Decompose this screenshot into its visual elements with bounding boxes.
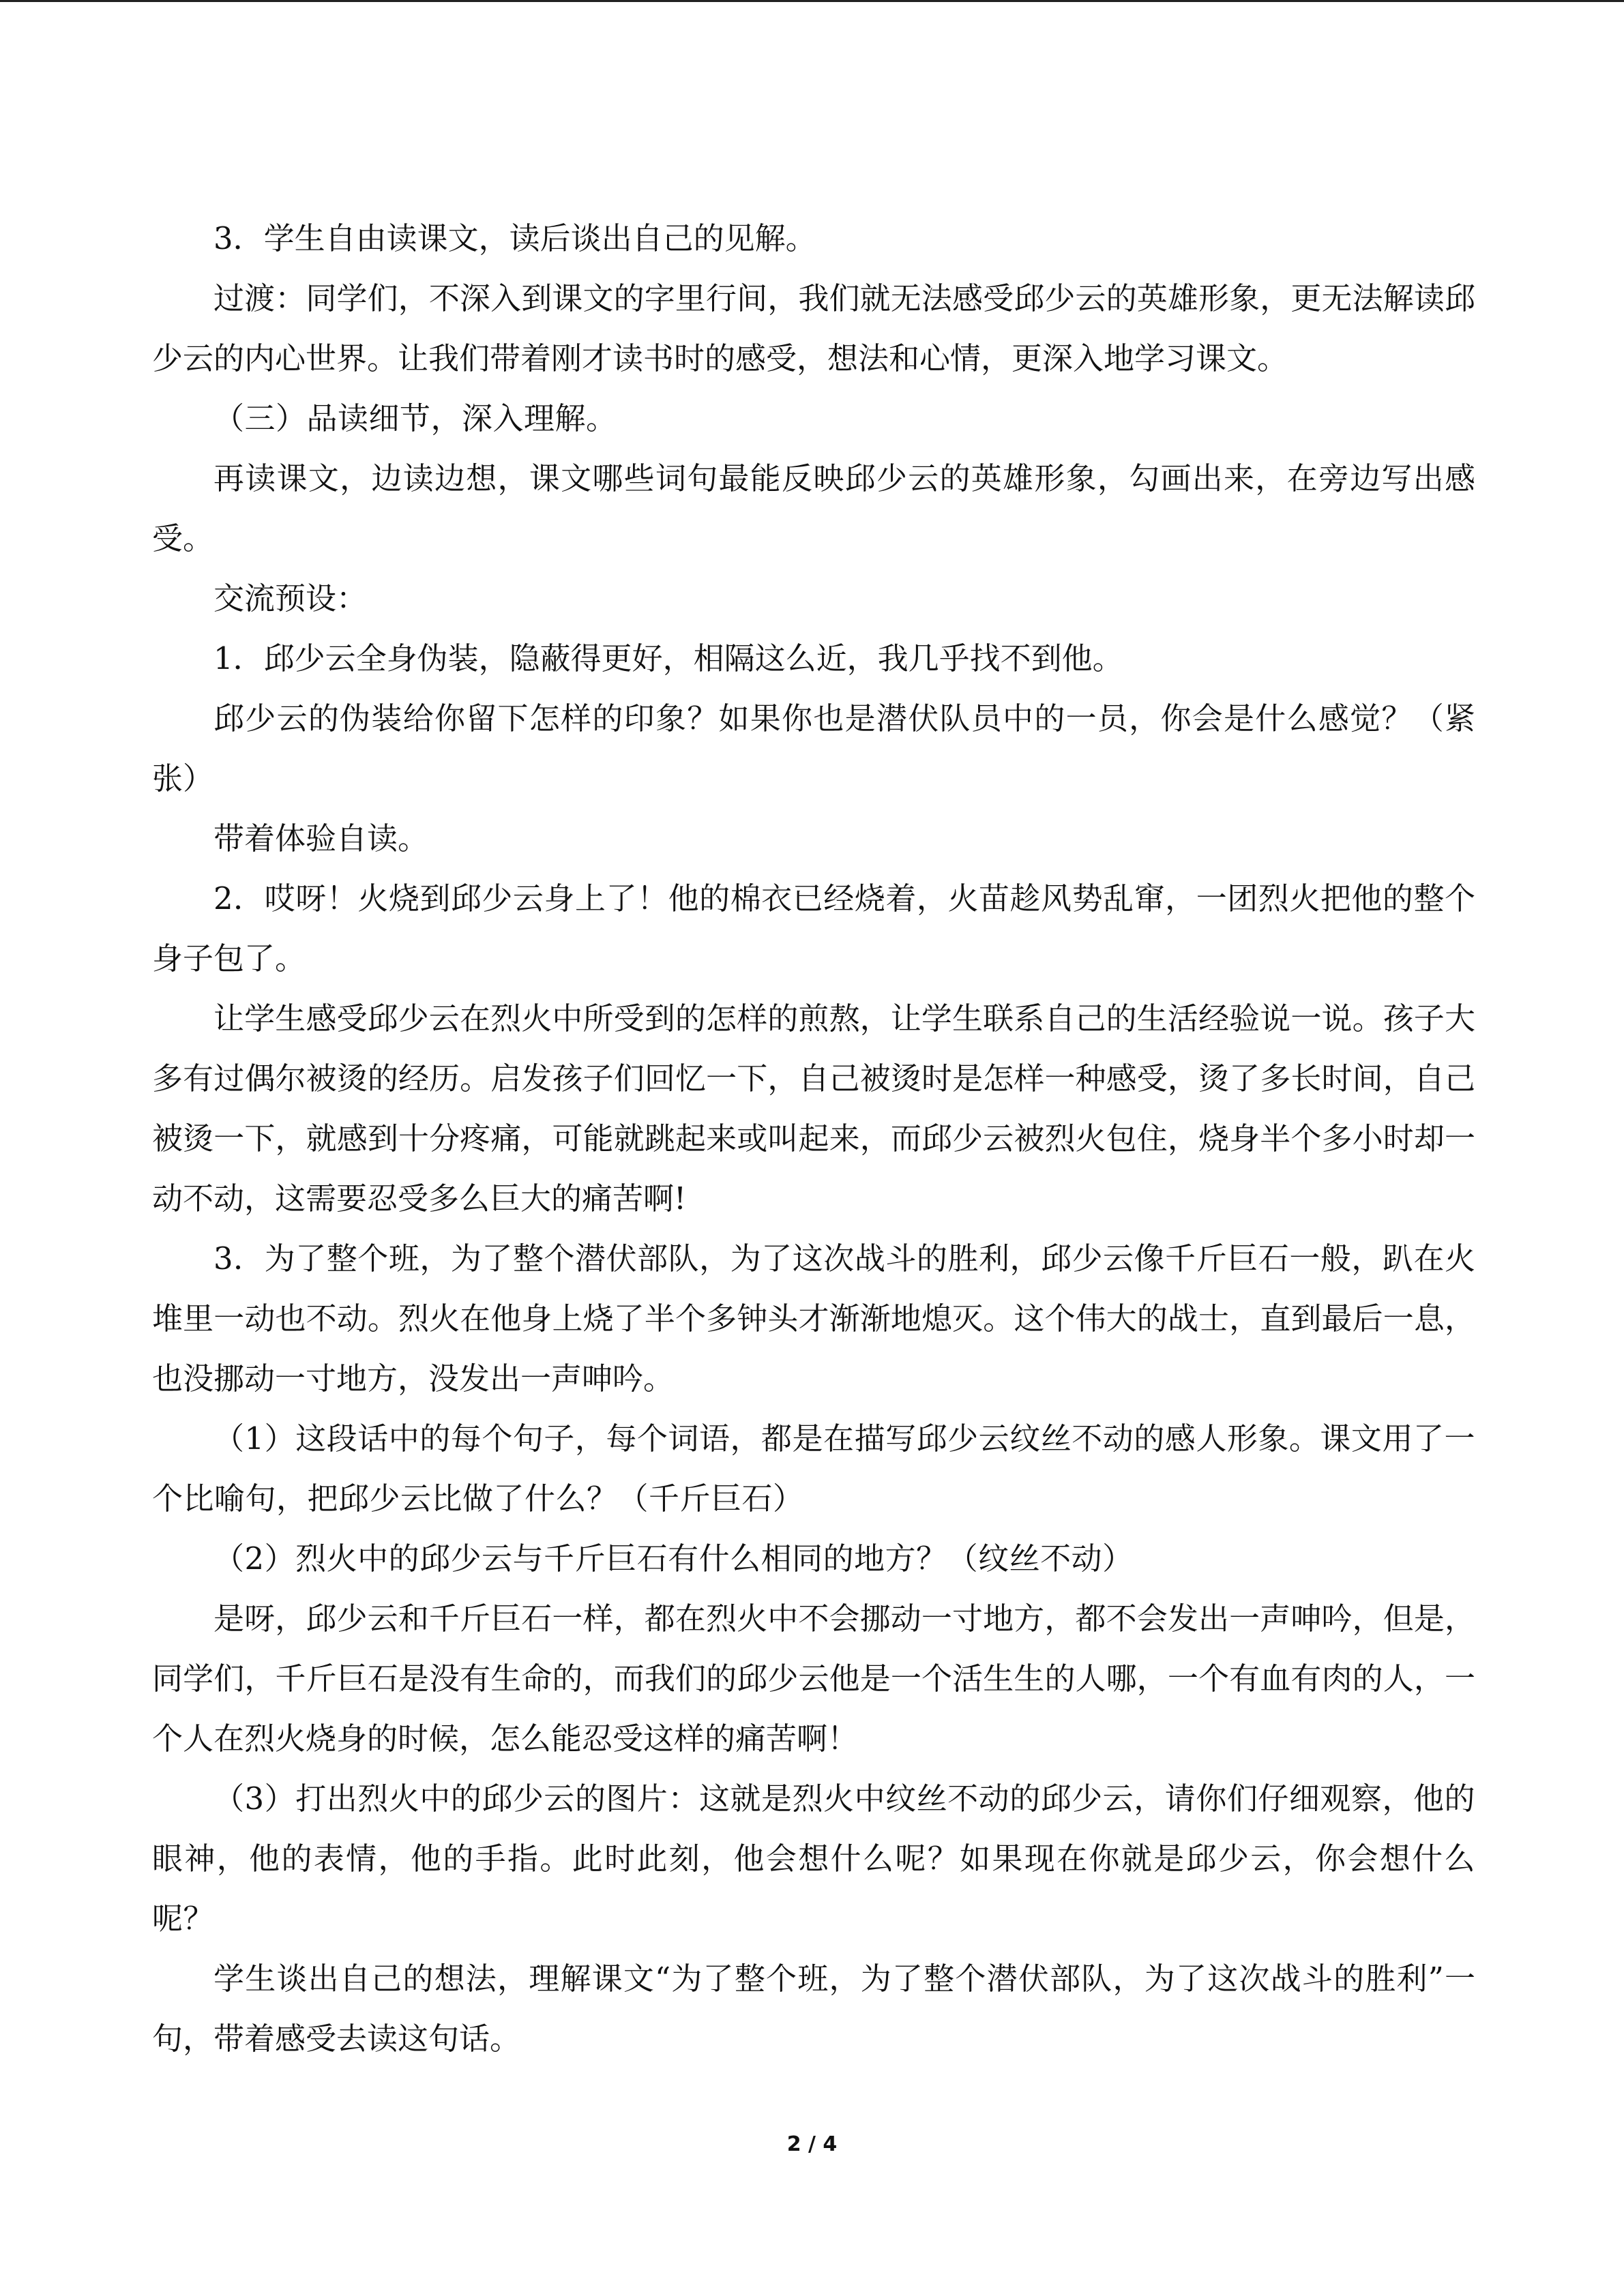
paragraph: 交流预设：	[213, 580, 368, 616]
paragraph: 学生谈出自己的想法，理解课文“为了整个班，为了整个潜伏部队，为了这次战斗的胜利”一句，带着感受去读这句话。	[152, 1960, 1475, 2057]
paragraph: 2．哎呀！火烧到邱少云身上了！他的棉衣已经烧着，火苗趁风势乱窜，一团烈火把他的整个身子包了。	[152, 880, 1475, 976]
paragraph: 3．学生自由读课文，读后谈出自己的见解。	[213, 220, 816, 256]
paragraph: （2）烈火中的邱少云与千斤巨石有什么相同的地方？（纹丝不动）	[213, 1540, 1134, 1577]
section-heading: （三）品读细节，深入理解。	[213, 400, 617, 436]
page-top-border	[0, 0, 1624, 2]
page-number: 2 / 4	[786, 2132, 838, 2156]
paragraph: 让学生感受邱少云在烈火中所受到的怎样的煎熬，让学生联系自己的生活经验说一说。孩子大多有过偶尔被烫的经历。启发孩子们回忆一下，自己被烫时是怎样一种感受，烫了多长时间，自己被烫一下，就感到十分疼痛，可能就跳起来或叫起来，而邱少云被烈火包住，烧身半个多小时却一动不动，这需要忍受多么巨大的痛苦啊!	[152, 1000, 1475, 1217]
paragraph: 1．邱少云全身伪装，隐蔽得更好，相隔这么近，我几乎找不到他。	[213, 640, 1123, 676]
paragraph: （1）这段话中的每个句子，每个词语，都是在描写邱少云纹丝不动的感人形象。课文用了一个比喻句，把邱少云比做了什么？（千斤巨石）	[152, 1420, 1475, 1517]
paragraph: 带着体验自读。	[213, 820, 429, 856]
paragraph: （3）打出烈火中的邱少云的图片：这就是烈火中纹丝不动的邱少云，请你们仔细观察，他的眼神，他的表情，他的手指。此时此刻，他会想什么呢？如果现在你就是邱少云，你会想什么呢？	[152, 1780, 1475, 1937]
paragraph: 过渡：同学们，不深入到课文的字里行间，我们就无法感受邱少云的英雄形象，更无法解读邱少云的内心世界。让我们带着刚才读书时的感受，想法和心情，更深入地学习课文。	[152, 280, 1475, 376]
document-body	[152, 209, 1475, 2069]
paragraph: 3．为了整个班，为了整个潜伏部队，为了这次战斗的胜利，邱少云像千斤巨石一般，趴在火堆里一动也不动。烈火在他身上烧了半个多钟头才渐渐地熄灭。这个伟大的战士，直到最后一息，也没挪动一寸地方，没发出一声呻吟。	[152, 1240, 1475, 1397]
paragraph: 再读课文，边读边想，课文哪些词句最能反映邱少云的英雄形象，勾画出来，在旁边写出感受。	[152, 460, 1475, 556]
paragraph: 是呀，邱少云和千斤巨石一样，都在烈火中不会挪动一寸地方，都不会发出一声呻吟，但是，同学们，千斤巨石是没有生命的，而我们的邱少云他是一个活生生的人哪，一个有血有肉的人，一个人在烈火烧身的时候，怎么能忍受这样的痛苦啊！	[152, 1600, 1475, 1757]
paragraph: 邱少云的伪装给你留下怎样的印象？如果你也是潜伏队员中的一员，你会是什么感觉？（紧张）	[152, 700, 1475, 796]
